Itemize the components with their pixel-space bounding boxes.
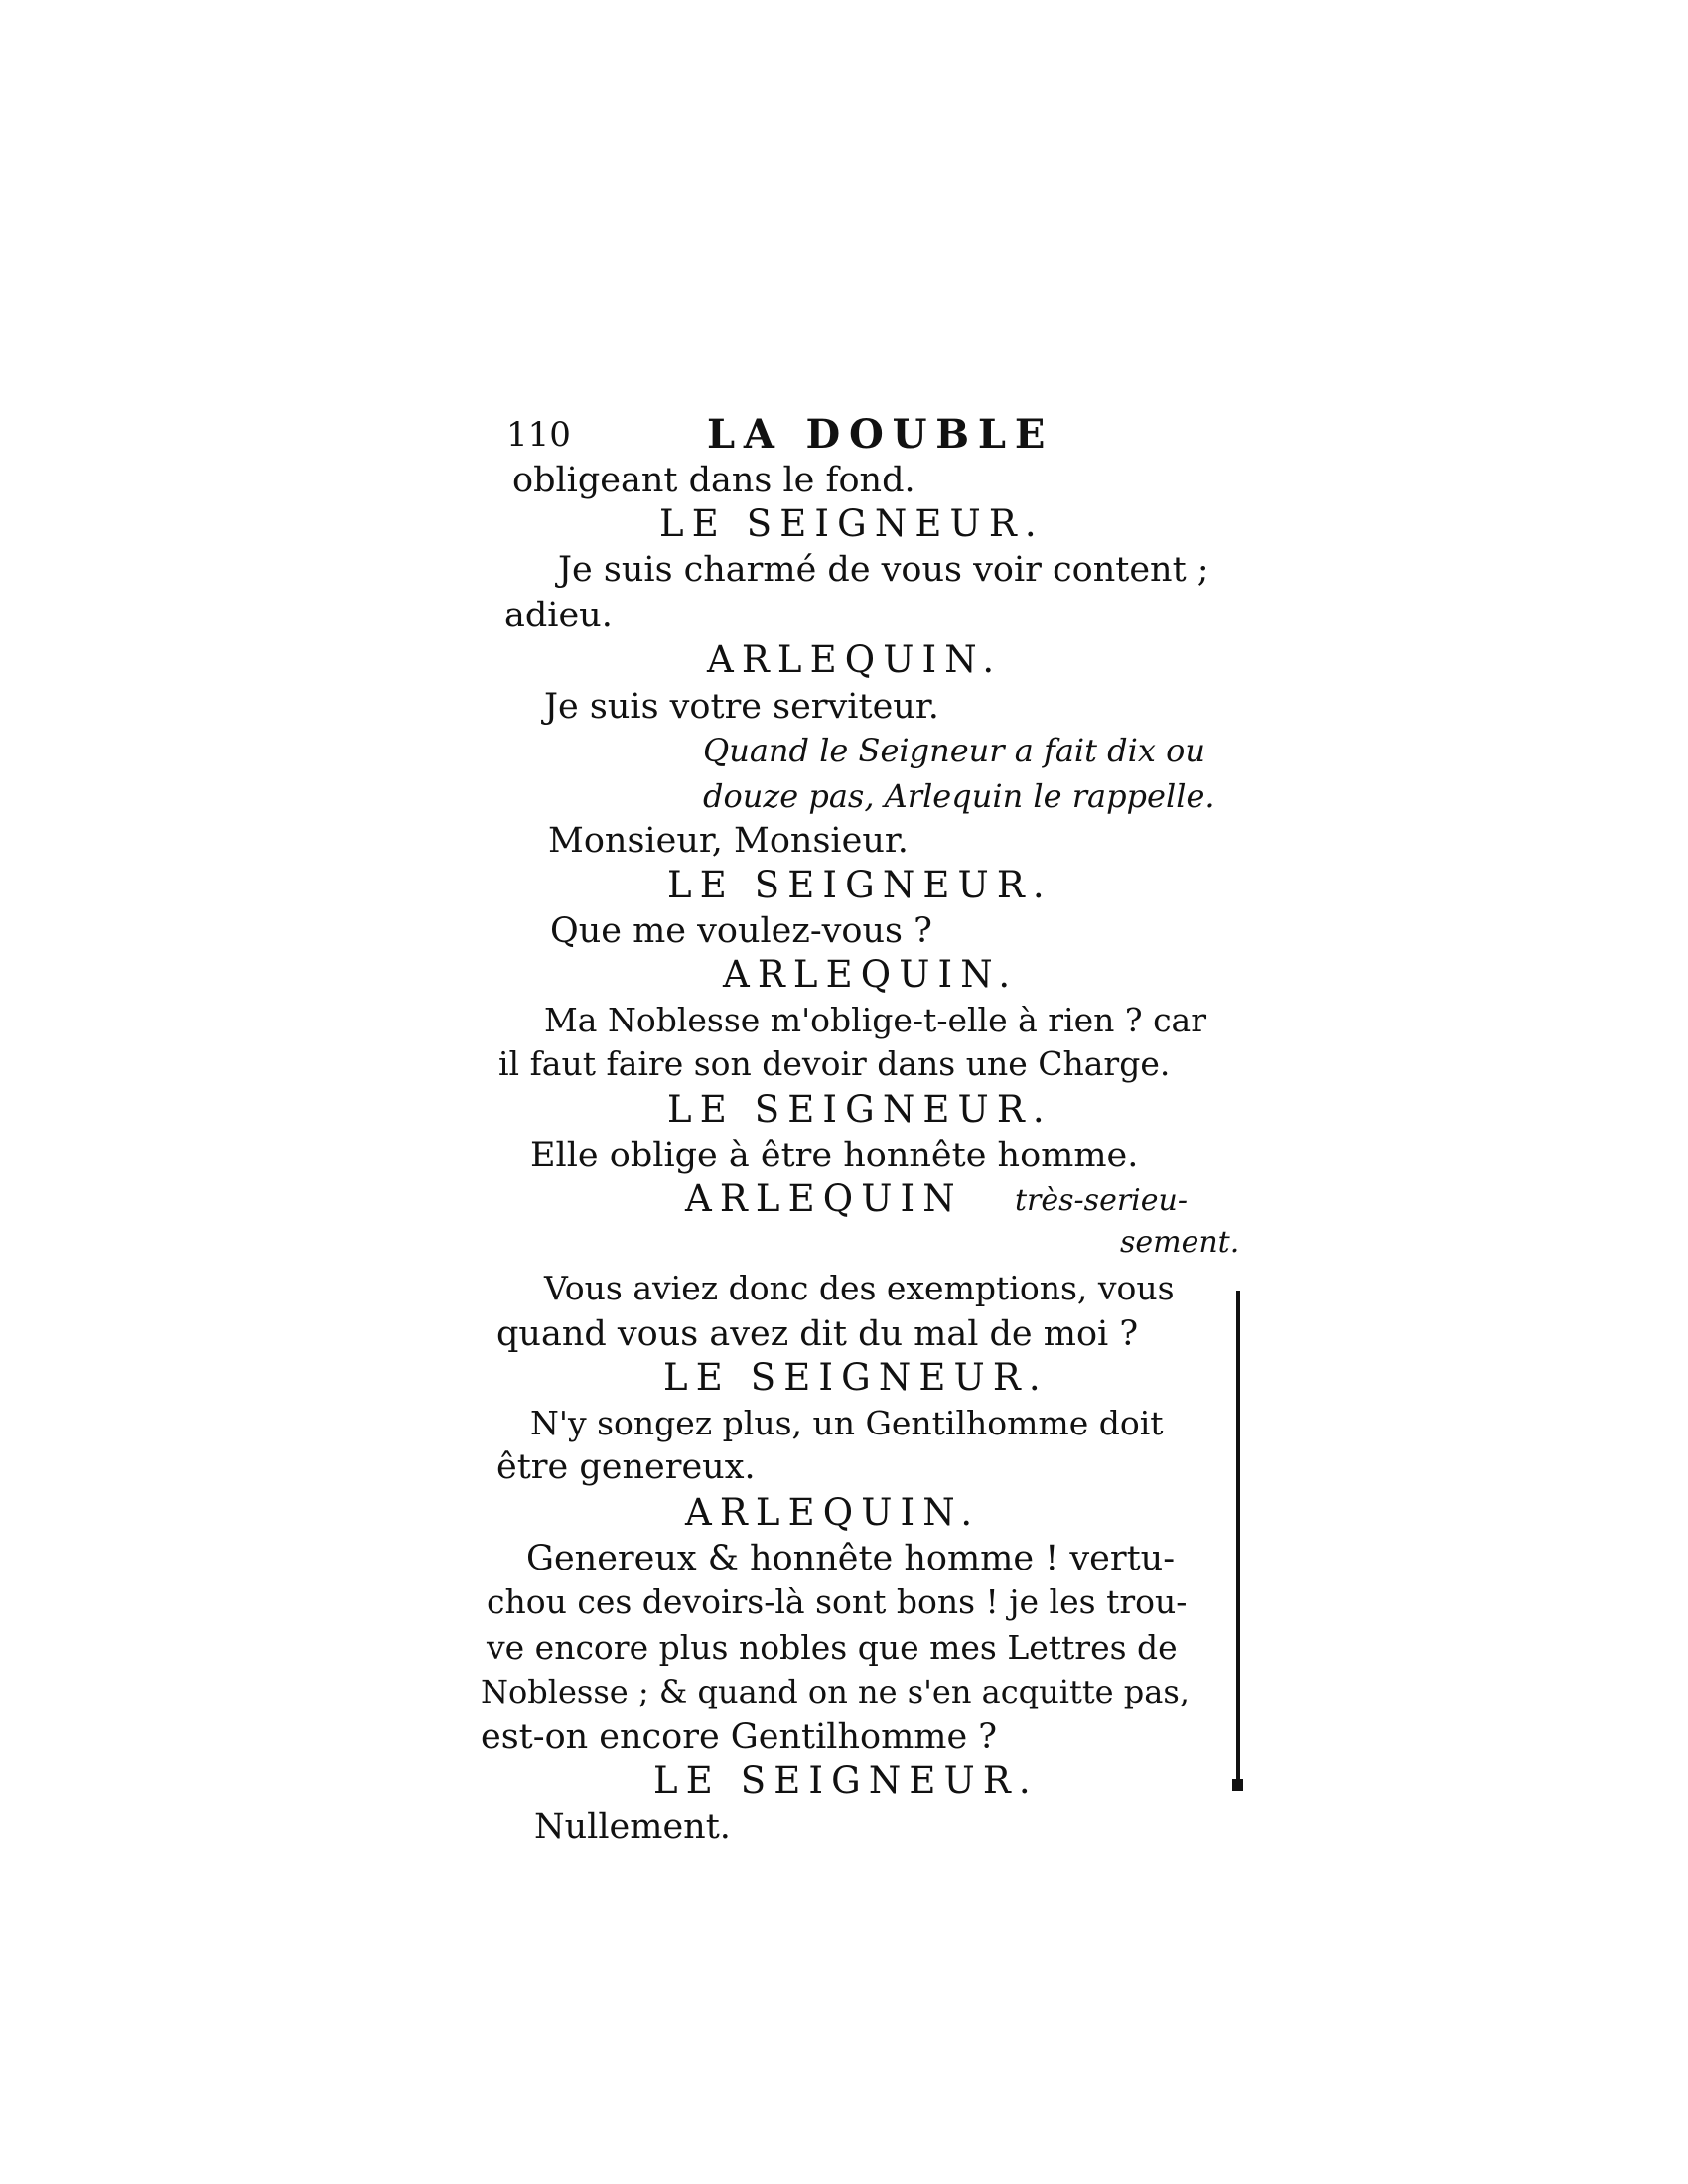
text-line: Nullement. (534, 1807, 731, 1846)
text-line: ve encore plus nobles que mes Lettres de (487, 1628, 1178, 1667)
speaker-heading: LE SEIGNEUR. (659, 502, 1045, 545)
stage-direction: Quand le Seigneur a fait dix ou (703, 732, 1205, 769)
page-edge-rule (1236, 1291, 1240, 1787)
speaker-heading: LE SEIGNEUR. (667, 864, 1053, 906)
speaker-heading: ARLEQUIN. (685, 1491, 981, 1534)
page-edge-mark (1232, 1779, 1243, 1791)
speaker-heading: LE SEIGNEUR. (663, 1356, 1049, 1399)
text-line: obligeant dans le fond. (512, 461, 915, 500)
speaker-heading: ARLEQUIN. (707, 638, 1003, 681)
text-line: N'y songez plus, un Gentilhomme doit (530, 1404, 1164, 1442)
speaker-heading: ARLEQUIN. (723, 953, 1019, 996)
text-line: Je suis charmé de vous voir content ; (558, 550, 1209, 590)
text-line: adieu. (504, 596, 613, 635)
speaker-heading: LE SEIGNEUR. (653, 1759, 1039, 1802)
text-line: est-on encore Gentilhomme ? (481, 1717, 998, 1757)
speaker-heading: LE SEIGNEUR. (667, 1088, 1053, 1131)
text-line: être genereux. (496, 1447, 756, 1487)
stage-direction: très-serieu- (1015, 1183, 1188, 1218)
text-line: Noblesse ; & quand on ne s'en acquitte pas, (481, 1673, 1190, 1710)
text-line: il faut faire son devoir dans une Charge. (498, 1044, 1171, 1083)
page-number: 110 (506, 415, 571, 455)
stage-direction: douze pas, Arlequin le rappelle. (703, 777, 1215, 815)
text-line: Ma Noblesse m'oblige-t-elle à rien ? car (544, 1001, 1207, 1039)
text-line: Que me voulez-vous ? (550, 911, 932, 951)
speaker-heading: ARLEQUIN (685, 1177, 963, 1220)
text-line: quand vous avez dit du mal de moi ? (496, 1314, 1139, 1354)
running-title: LA DOUBLE (707, 411, 1055, 458)
text-line: Elle oblige à être honnête homme. (530, 1136, 1139, 1175)
text-line: Je suis votre serviteur. (544, 687, 939, 727)
text-line: chou ces devoirs-là sont bons ! je les trou- (487, 1582, 1188, 1621)
text-line: Genereux & honnête homme ! vertu- (526, 1539, 1176, 1578)
stage-direction: sement. (1120, 1225, 1240, 1260)
text-line: Monsieur, Monsieur. (548, 821, 909, 861)
text-line: Vous aviez donc des exemptions, vous (544, 1269, 1175, 1307)
